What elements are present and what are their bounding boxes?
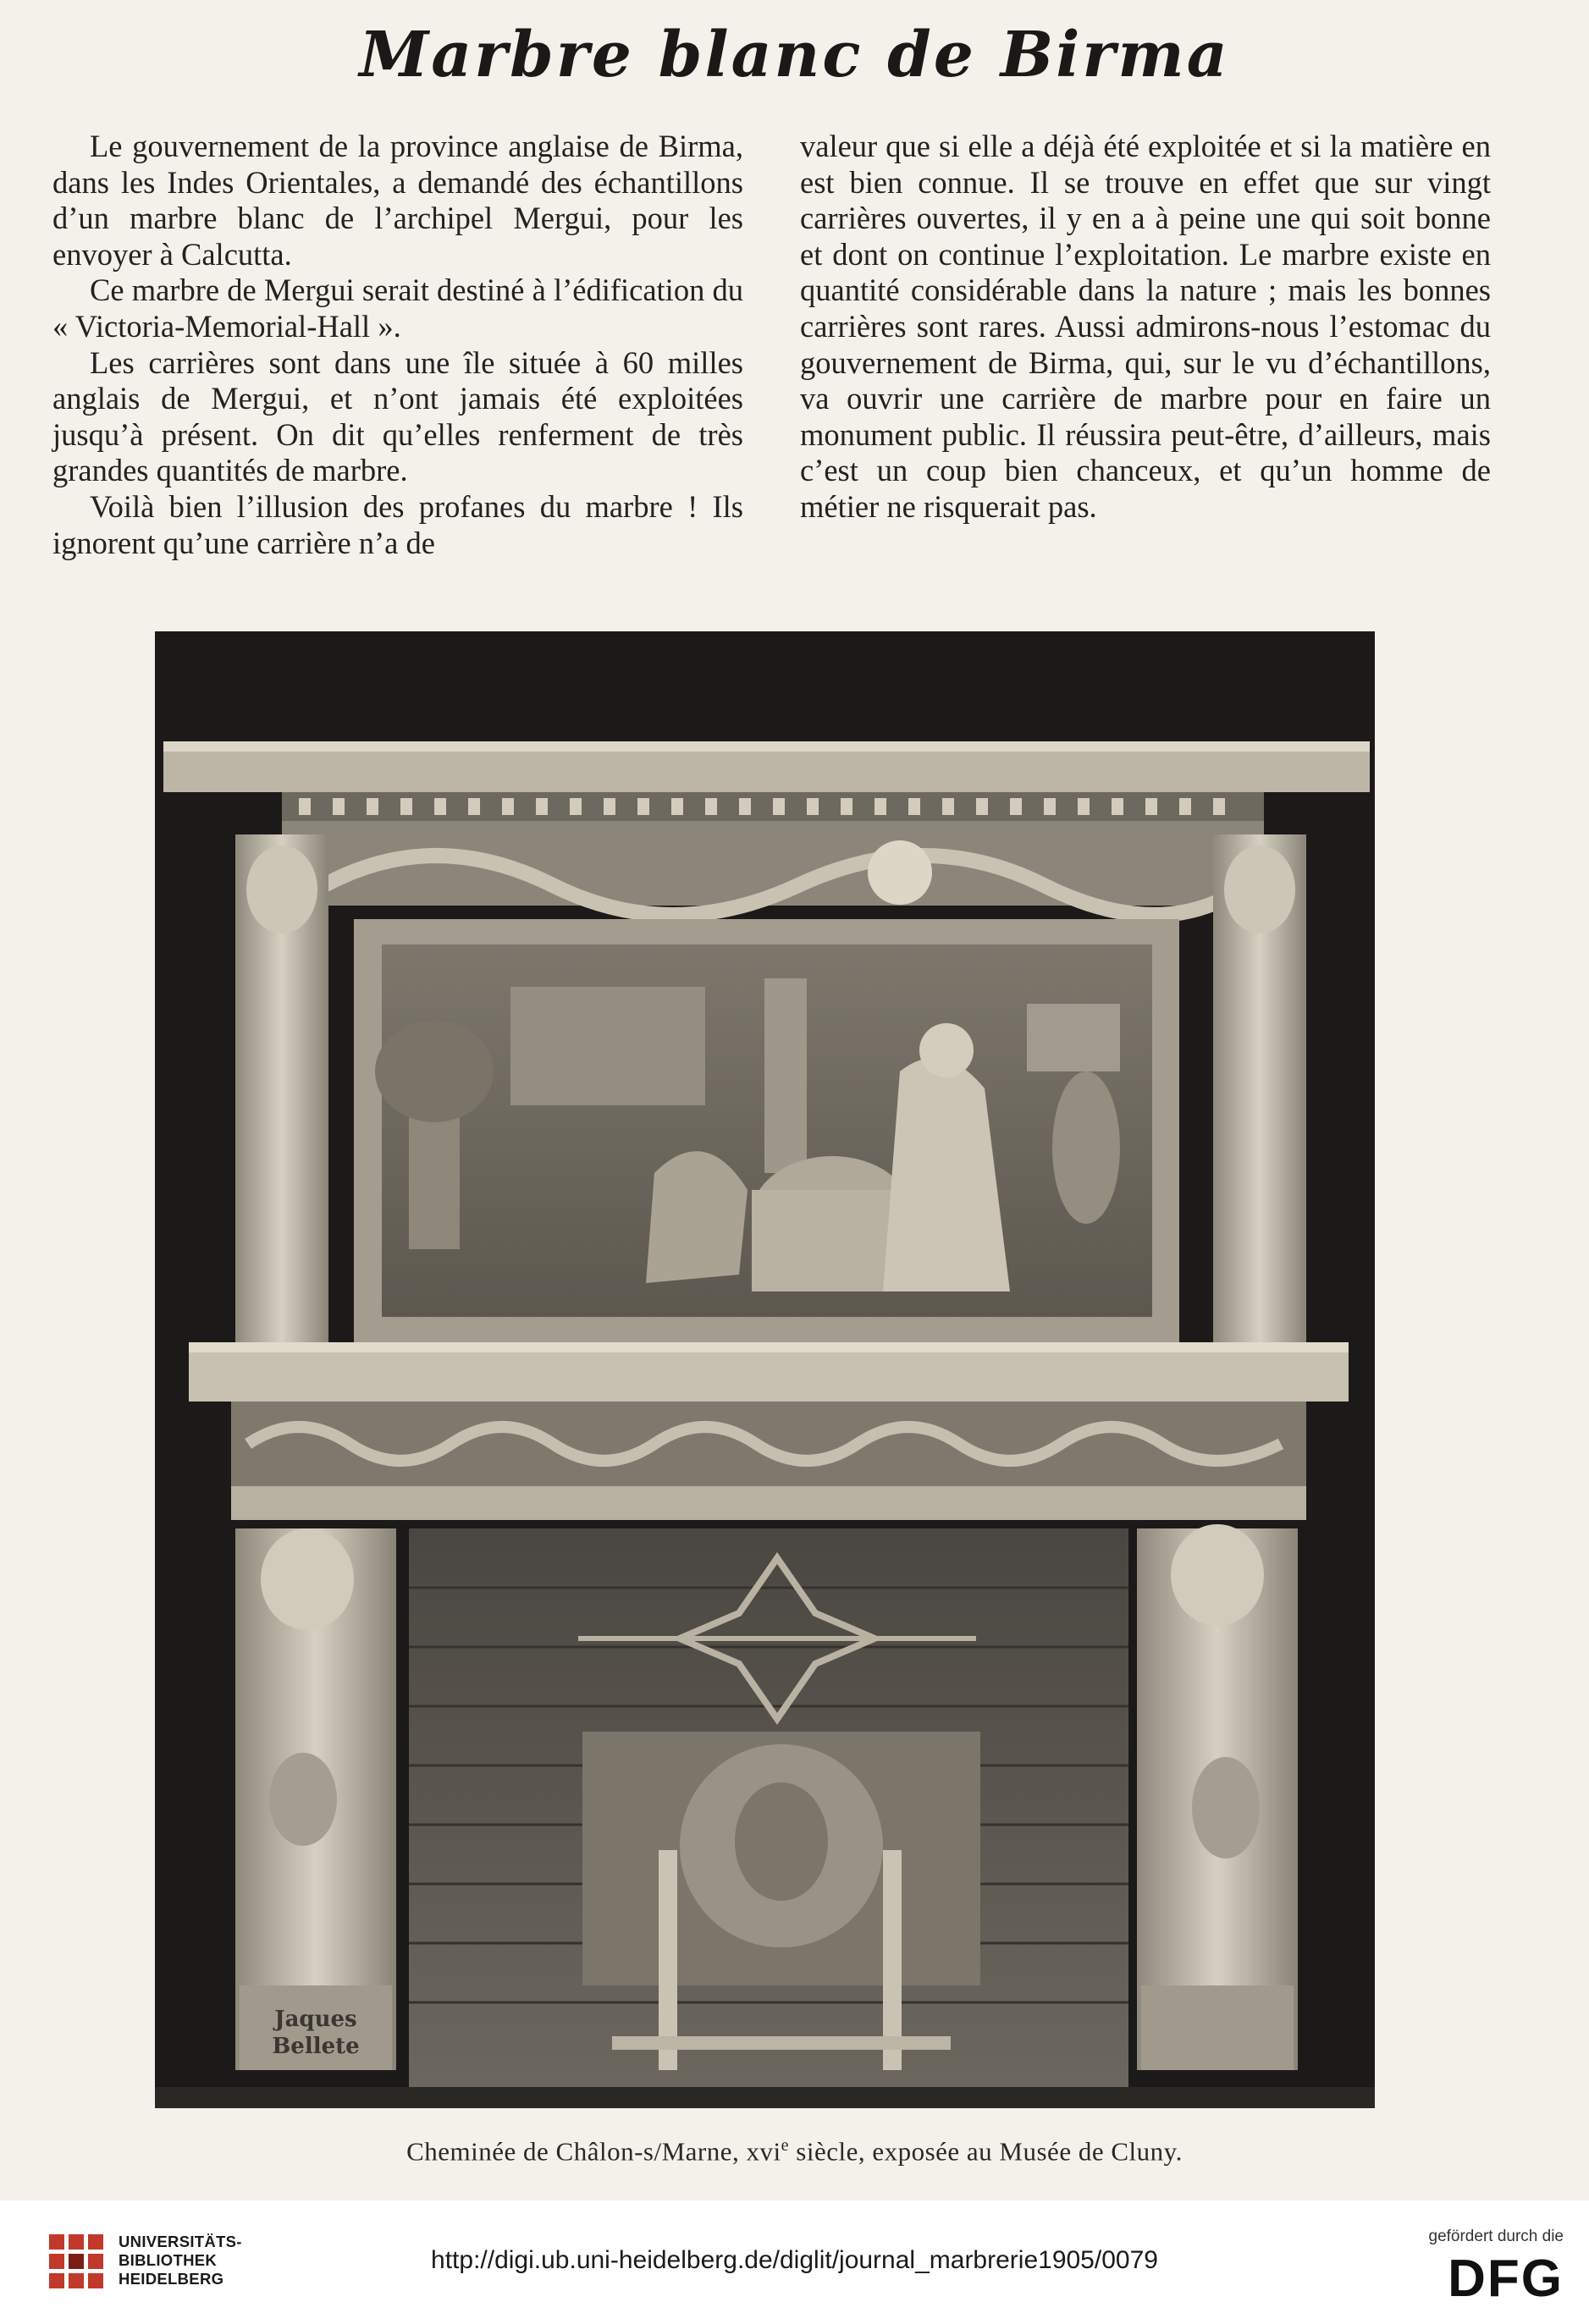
paragraph: Ce marbre de Mergui serait destiné à l’édification du « Victoria-Memorial-Hall ». <box>52 273 743 344</box>
paragraph: valeur que si elle a déjà été exploitée et si la matière en est bien connue. Il se trouve en effet que sur vingt carrières ouvertes, il y en a à peine une qui soit bonne et dont on continue l’exploitation. Le marbre existe en quantité considérable dans la nature ; mais les bonnes carrières sont rares. Aussi admirons-nous l’estomac du gouvernement de Birma, qui, sur le vu d’échantillons, va ouvrir une carrière de marbre pour en faire un monument public. Il réussira peut-être, d’ailleurs, mais c’est un coup bien chanceux, et qu’un homme de métier ne risquerait pas. <box>800 129 1491 524</box>
digitization-footer <box>0 2200 1589 2324</box>
caption-text: Cheminée de Châlon-s/Marne, xvi <box>406 2136 781 2167</box>
inscription-line1: Jaques <box>274 2007 357 2032</box>
library-name-line: BIBLIOTHEK <box>119 2251 218 2269</box>
funder-label: gefördert durch die <box>1428 2228 1564 2245</box>
paragraph: Le gouvernement de la province anglaise de Birma, dans les Indes Orientales, a demandé des échantillons d’un marbre blanc de l’archipel Mergui, pour les envoyer à Calcutta. <box>52 129 743 272</box>
fireplace-photograph <box>155 631 1375 2108</box>
caption-superscript: e <box>781 2136 790 2155</box>
left-text-column <box>52 129 743 561</box>
paragraph: Les carrières sont dans une île située à 60 milles anglais de Mergui, et n’ont jamais été exploitées jusqu’à présent. On dit qu’elles renferment de très grandes quantités de marbre. <box>52 344 743 488</box>
inscription-line2: Bellete <box>272 2034 360 2059</box>
dfg-logo: DFG <box>1448 2250 1564 2308</box>
library-name-line: UNIVERSITÄTS- <box>119 2233 242 2250</box>
right-text-column <box>800 129 1491 526</box>
paragraph: Voilà bien l’illusion des profanes du marbre ! Ils ignorent qu’une carrière n’a de <box>52 488 743 560</box>
source-url-link[interactable]: http://digi.ub.uni-heidelberg.de/diglit/journal_marbrerie1905/0079 <box>431 2246 1158 2274</box>
fireplace-illustration <box>155 631 1375 2108</box>
article-title: Marbre blanc de Birma <box>359 19 1230 91</box>
library-name-line: HEIDELBERG <box>119 2270 224 2288</box>
figure-caption <box>0 2136 1589 2167</box>
caption-text-end: siècle, exposée au Musée de Cluny. <box>789 2136 1183 2167</box>
